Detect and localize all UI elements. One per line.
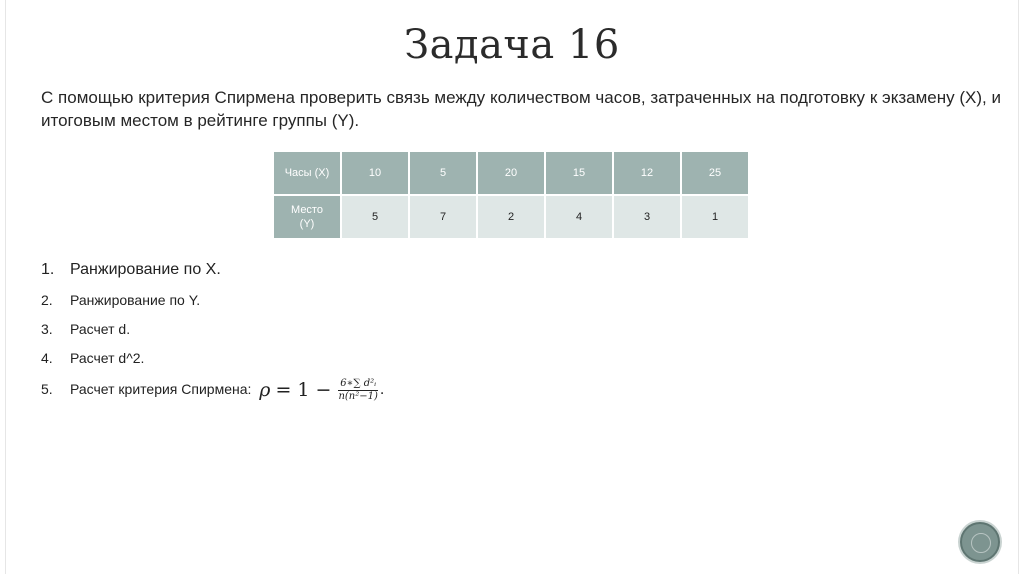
step-number: 5.: [41, 381, 53, 397]
list-item: [41, 258, 384, 288]
table-cell: 5: [410, 152, 476, 194]
formula-equals: = 1 −: [275, 379, 332, 402]
list-item: [41, 346, 384, 375]
step-text: Расчет критерия Спирмена:: [70, 381, 252, 397]
table-row-hours: [274, 152, 748, 194]
data-table: [272, 150, 750, 240]
table-cell: 7: [410, 196, 476, 238]
table-cell: 4: [546, 196, 612, 238]
formula-period: .: [379, 382, 385, 399]
step-text: Ранжирование по X.: [70, 261, 221, 278]
steps-list: [41, 258, 384, 403]
formula-rho: ρ: [259, 379, 271, 402]
slide-title: Задача 16: [404, 22, 620, 68]
right-edge-line: [1018, 0, 1019, 574]
step-number: 3.: [41, 321, 53, 337]
list-item: [41, 317, 384, 346]
step-number: 4.: [41, 350, 53, 366]
row-label-place-line2: (Y): [299, 218, 315, 230]
row-label-hours: Часы (X): [274, 152, 340, 194]
table-cell: 1: [682, 196, 748, 238]
formula-numerator: 6∗∑ d²ᵢ: [340, 377, 377, 389]
formula-fraction: [336, 378, 379, 403]
spearman-formula: [259, 378, 384, 403]
list-item: [41, 377, 384, 403]
step-text: Расчет d.: [70, 321, 131, 337]
table-cell: 25: [682, 152, 748, 194]
task-description: С помощью критерия Спирмена проверить связь между количеством часов, затраченных на подготовку к экзамену (X), и итоговым местом в рейтинге группы (Y).: [41, 88, 1001, 130]
formula-denominator: n(n²−1): [338, 390, 378, 402]
table-cell: 15: [546, 152, 612, 194]
list-item: [41, 288, 384, 317]
table-cell: 2: [478, 196, 544, 238]
table-cell: 10: [342, 152, 408, 194]
step-text: Ранжирование по Y.: [70, 292, 201, 308]
table-cell: 5: [342, 196, 408, 238]
table-cell: 3: [614, 196, 680, 238]
table-row-place: [274, 196, 748, 238]
table-cell: 12: [614, 152, 680, 194]
step-text: Расчет d^2.: [70, 350, 145, 366]
step-number: 1.: [41, 261, 55, 278]
table-cell: 20: [478, 152, 544, 194]
slide-badge-icon: [960, 522, 1000, 562]
row-label-place-line1: Место: [291, 204, 323, 216]
step-number: 2.: [41, 292, 53, 308]
row-label-place: [274, 196, 340, 238]
left-edge-line: [5, 0, 6, 574]
